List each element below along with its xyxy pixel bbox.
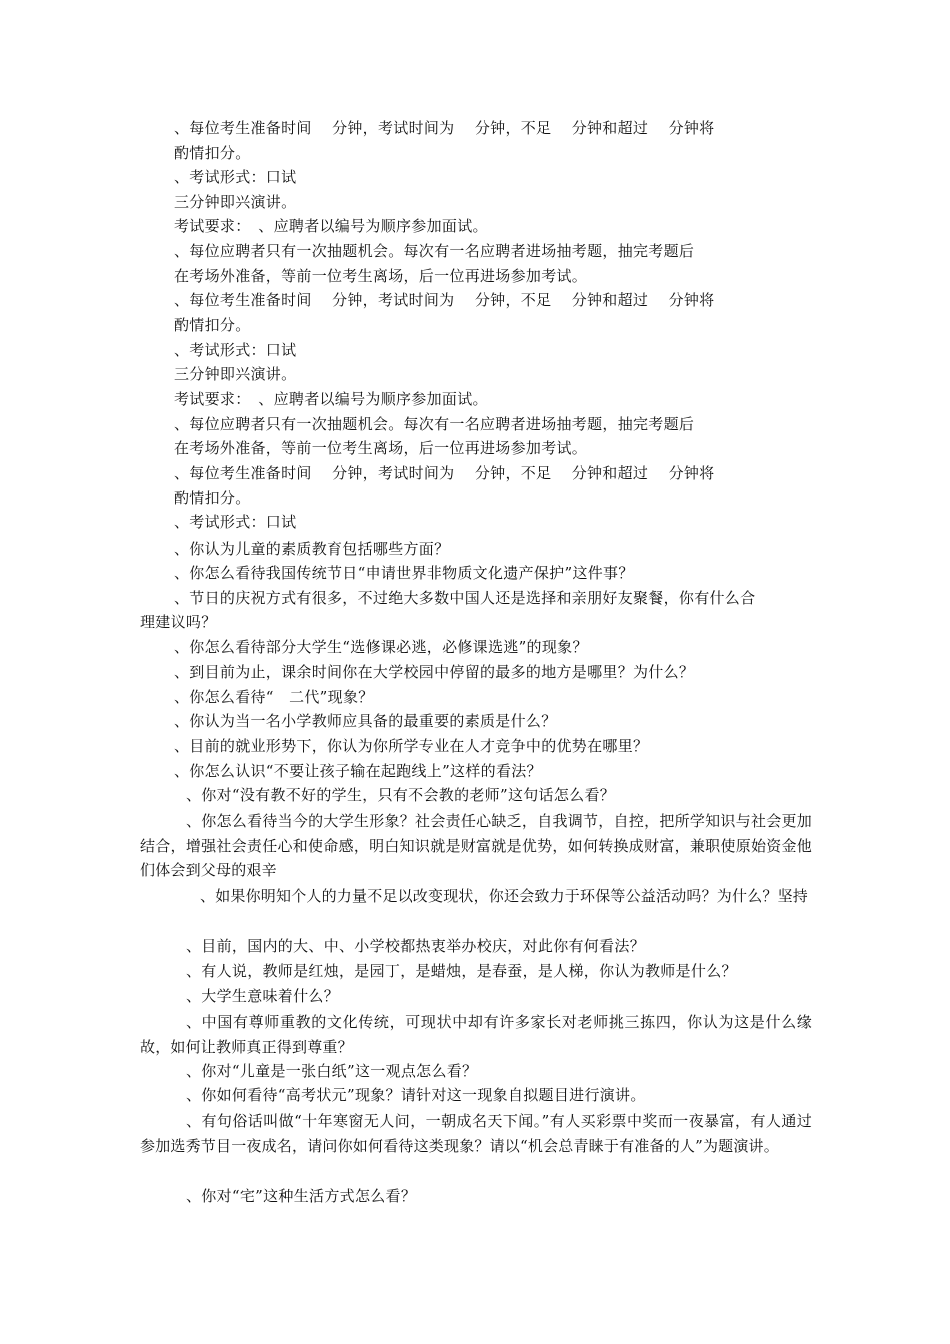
question-item: 、你对“没有教不好的学生，只有不会教的老师”这句话怎么看？ xyxy=(186,786,616,804)
exam-requirement-line: 考试要求： 、应聘者以编号为顺序参加面试。 xyxy=(174,217,488,235)
question-item: 、你怎么认识“不要让孩子输在起跑线上”这样的看法？ xyxy=(174,762,542,780)
question-item: 、有人说，教师是红烛，是园丁，是蜡烛，是春蚕，是人梯，你认为教师是什么？ xyxy=(186,962,737,980)
question-item: 、你对“儿童是一张白纸”这一观点怎么看？ xyxy=(186,1062,478,1080)
exam-rule-draw-line: 、每位应聘者只有一次抽题机会。每次有一名应聘者进场抽考题，抽完考题后 xyxy=(174,415,695,433)
question-item: 、目前的就业形势下，你认为你所学专业在人才竞争中的优势在哪里？ xyxy=(174,737,649,755)
exam-rule-timing-continued: 酌情扣分。 xyxy=(174,489,251,507)
exam-form-line: 、考试形式：口试 xyxy=(174,168,297,186)
question-item: 、你对“宅”这种生活方式怎么看？ xyxy=(186,1187,417,1205)
exam-rule-draw-line: 、每位应聘者只有一次抽题机会。每次有一名应聘者进场抽考题，抽完考题后 xyxy=(174,242,695,260)
exam-rule-timing-line: 、每位考生准备时间 分钟，考试时间为 分钟，不足 分钟和超过 分钟将 xyxy=(174,291,715,309)
exam-requirement-line: 考试要求： 、应聘者以编号为顺序参加面试。 xyxy=(174,390,488,408)
exam-rule-draw-continued: 在考场外准备，等前一位考生离场，后一位再进场参加考试。 xyxy=(174,267,588,285)
question-item-paragraph: 、你怎么看待当今的大学生形象？社会责任心缺乏，自我调节，自控，把所学知识与社会更加结合，增强社会责任心和使命感，明白知识就是财富就是优势，如何转换成财富，兼职使原始资金他们体会到父母的艰辛 xyxy=(140,812,812,879)
question-item: 、你认为儿童的素质教育包括哪些方面？ xyxy=(174,540,450,558)
exam-rule-draw-continued: 在考场外准备，等前一位考生离场，后一位再进场参加考试。 xyxy=(174,439,588,457)
question-item-paragraph: 、有句俗话叫做“十年寒窗无人问，一朝成名天下闻。”有人买彩票中奖而一夜暴富，有人通过参加选秀节目一夜成名，请问你如何看待这类现象？请以“机会总青睐于有准备的人”为题演讲。 xyxy=(140,1112,812,1155)
exam-content-line: 三分钟即兴演讲。 xyxy=(174,365,297,383)
question-item: 、你怎么看待我国传统节日“申请世界非物质文化遗产保护”这件事？ xyxy=(174,564,634,582)
exam-form-line: 、考试形式：口试 xyxy=(174,341,297,359)
exam-rule-timing-line: 、每位考生准备时间 分钟，考试时间为 分钟，不足 分钟和超过 分钟将 xyxy=(174,119,715,137)
exam-rule-timing-continued: 酌情扣分。 xyxy=(174,316,251,334)
question-item-paragraph: 、如果你明知个人的力量不足以改变现状，你还会致力于环保等公益活动吗？为什么？坚持 xyxy=(200,887,809,905)
question-item: 、大学生意味着什么？ xyxy=(186,987,340,1005)
exam-rule-timing-line: 、每位考生准备时间 分钟，考试时间为 分钟，不足 分钟和超过 分钟将 xyxy=(174,464,715,482)
question-item: 、节日的庆祝方式有很多，不过绝大多数中国人还是选择和亲朋好友聚餐，你有什么合 xyxy=(174,589,756,607)
question-item: 、目前，国内的大、中、小学校都热衷举办校庆，对此你有何看法？ xyxy=(186,937,646,955)
question-item: 、你如何看待“高考状元”现象？请针对这一现象自拟题目进行演讲。 xyxy=(186,1086,646,1104)
question-item: 、你怎么看待“ 二代”现象？ xyxy=(174,688,374,706)
question-item-paragraph: 、中国有尊师重教的文化传统，可现状中却有许多家长对老师挑三拣四，你认为这是什么缘故，如何让教师真正得到尊重？ xyxy=(140,1013,812,1056)
question-item: 、到目前为止，课余时间你在大学校园中停留的最多的地方是哪里？为什么？ xyxy=(174,663,695,681)
exam-content-line: 三分钟即兴演讲。 xyxy=(174,193,297,211)
exam-rule-timing-continued: 酌情扣分。 xyxy=(174,144,251,162)
exam-form-line: 、考试形式：口试 xyxy=(174,513,297,531)
question-item: 、你怎么看待部分大学生“选修课必逃，必修课选逃”的现象？ xyxy=(174,638,588,656)
question-item: 、你认为当一名小学教师应具备的最重要的素质是什么？ xyxy=(174,712,557,730)
question-item-continued: 理建议吗？ xyxy=(140,613,217,631)
